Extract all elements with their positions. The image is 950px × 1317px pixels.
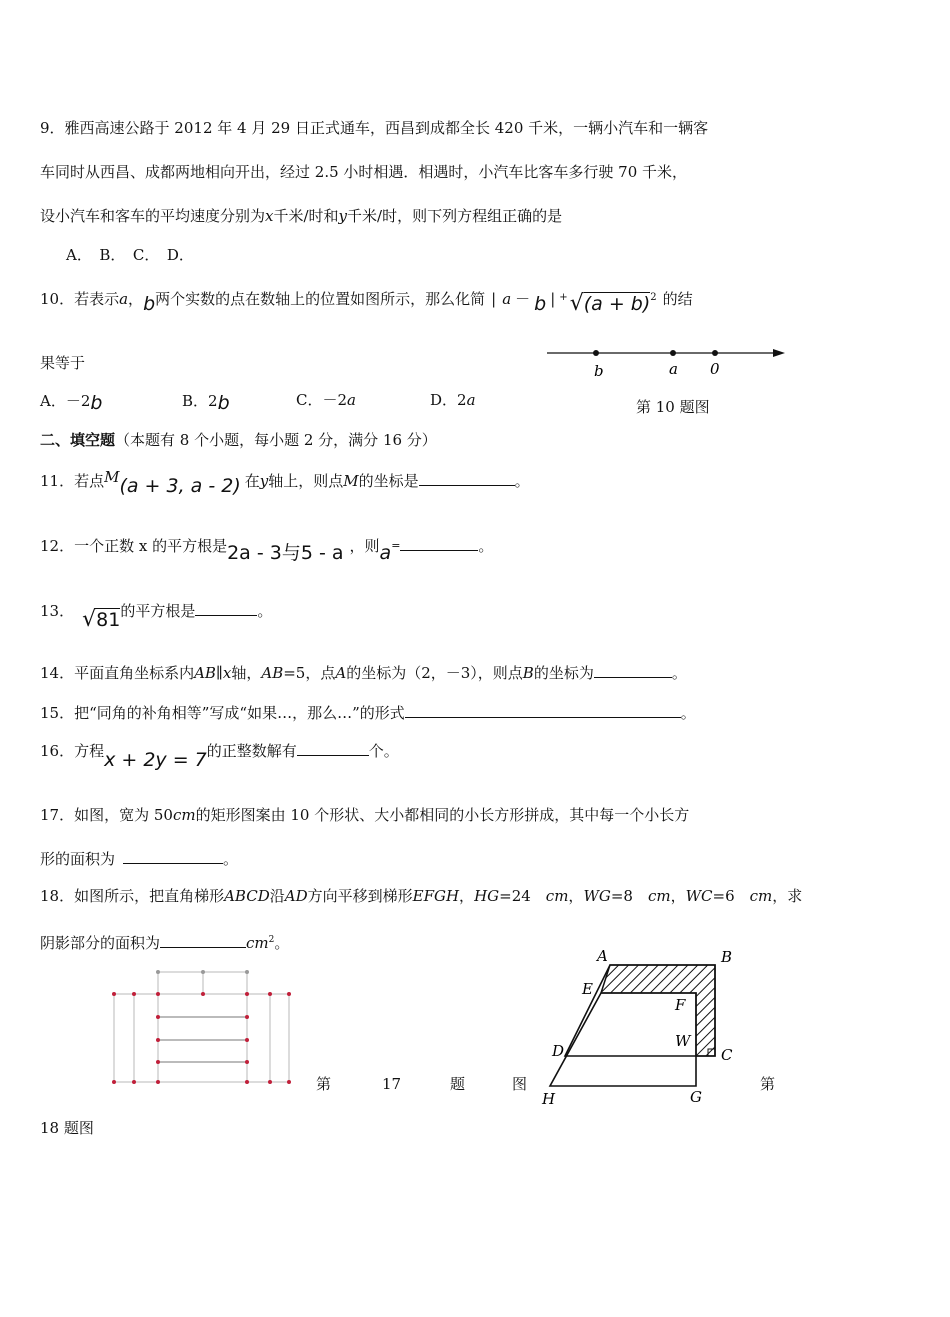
fig17-caption-3: 题 — [450, 1075, 466, 1093]
fig18-trapezoid-figure — [540, 944, 750, 1109]
q10-caption: 第 10 题图 — [636, 398, 710, 416]
q18-line1: 18．如图所示，把直角梯形ABCD沿AD方向平移到梯形EFGH，HG=24 cm，WG=8 cm，WC=6 cm，求 — [40, 887, 803, 905]
fig18-caption-2: 18 题图 — [40, 1119, 94, 1137]
q11-answer-blank[interactable] — [419, 471, 515, 486]
q15-answer-blank[interactable] — [405, 703, 681, 718]
arrow-head-icon — [773, 349, 785, 357]
axis-label-a: a — [669, 360, 678, 378]
q10-line1: 10．若表示a，b两个实数的点在数轴上的位置如图所示，那么化简 | a － b | $^+√(a + b)^2$ 的结 — [40, 290, 693, 316]
axis-label-0: 0 — [710, 360, 720, 378]
fig17-outer-rect — [114, 994, 289, 1082]
q9-line2: 车同时从西昌、成都两地相向开出，经过 2.5 小时相遇．相遇时，小汽车比客车多行驶 70 千米， — [40, 163, 688, 181]
q17-line2: 形的面积为 。 — [40, 850, 239, 868]
q13: 13． √81的平方根是 。 — [40, 602, 273, 632]
fig18-label-F: F — [675, 996, 686, 1014]
fig18-label-D: D — [552, 1042, 565, 1060]
q12-answer-blank[interactable] — [400, 536, 478, 551]
q10-line2: 果等于 — [40, 354, 86, 372]
q13-answer-blank[interactable] — [195, 601, 257, 616]
fig18-label-H: H — [542, 1090, 556, 1108]
q17-line1: 17．如图，宽为 50cm的矩形图案由 10 个形状、大小都相同的小长方形拼成，其中每一个小长方 — [40, 806, 690, 824]
q14-answer-blank[interactable] — [594, 663, 672, 678]
q15: 15．把“同角的补角相等”写成“如果…，那么…”的形式 。 — [40, 704, 696, 722]
q18-answer-blank[interactable] — [160, 933, 246, 948]
fig17-caption-2: 17 — [382, 1075, 402, 1093]
axis-label-b: b — [594, 362, 604, 380]
fig18-label-C: C — [721, 1046, 733, 1064]
q10-option-c: C．－2a — [296, 391, 356, 409]
q17-answer-blank[interactable] — [123, 849, 223, 864]
section2-heading: 二、填空题（本题有 8 个小题，每小题 2 分，满分 16 分） — [40, 431, 437, 449]
q16: 16．方程x + 2y = 7的正整数解有 个。 — [40, 742, 399, 771]
q9-line1: 9．雅西高速公路于 2012 年 4 月 29 日正式通车，西昌到成都全长 420 千米，一辆小汽车和一辆客 — [40, 119, 709, 137]
fig18-caption-1: 第 — [760, 1075, 776, 1093]
fig18-label-W: W — [675, 1032, 691, 1050]
fig18-shaded-region — [601, 965, 715, 1056]
q10-option-b: B．2b — [182, 392, 230, 414]
q9-options: A． B． C． D． — [66, 246, 194, 264]
q10-option-a: A．－2b — [40, 392, 103, 414]
q18-line2: 阴影部分的面积为 $cm^2$。 — [40, 934, 290, 952]
point-b — [593, 350, 599, 356]
point-a — [670, 350, 676, 356]
fig18-label-B: B — [721, 948, 733, 966]
fig17-caption-4: 图 — [512, 1075, 528, 1093]
q14: 14．平面直角坐标系内AB∥x轴，AB=5，点A的坐标为（2，－3），则点B的坐标为 。 — [40, 664, 687, 682]
point-0 — [712, 350, 718, 356]
fig18-label-A: A — [597, 947, 608, 965]
fig18-label-E: E — [582, 980, 593, 998]
q9-line3: 设小汽车和客车的平均速度分别为x千米/时和y千米/时，则下列方程组正确的是 — [40, 207, 563, 225]
fig17-rectangle-pattern — [110, 968, 300, 1088]
q12: 12．一个正数 x 的平方根是2a - 3与5 - a ，则a= 。 — [40, 537, 494, 564]
fig18-label-G: G — [690, 1088, 702, 1106]
q11: 11．若点M(a + 3, a - 2) 在y轴上，则点M的坐标是 。 — [40, 468, 530, 497]
fig17-caption-1: 第 — [316, 1075, 332, 1093]
number-line-figure — [545, 340, 790, 382]
q10-option-d: D．2a — [430, 391, 476, 409]
q16-answer-blank[interactable] — [297, 741, 369, 756]
